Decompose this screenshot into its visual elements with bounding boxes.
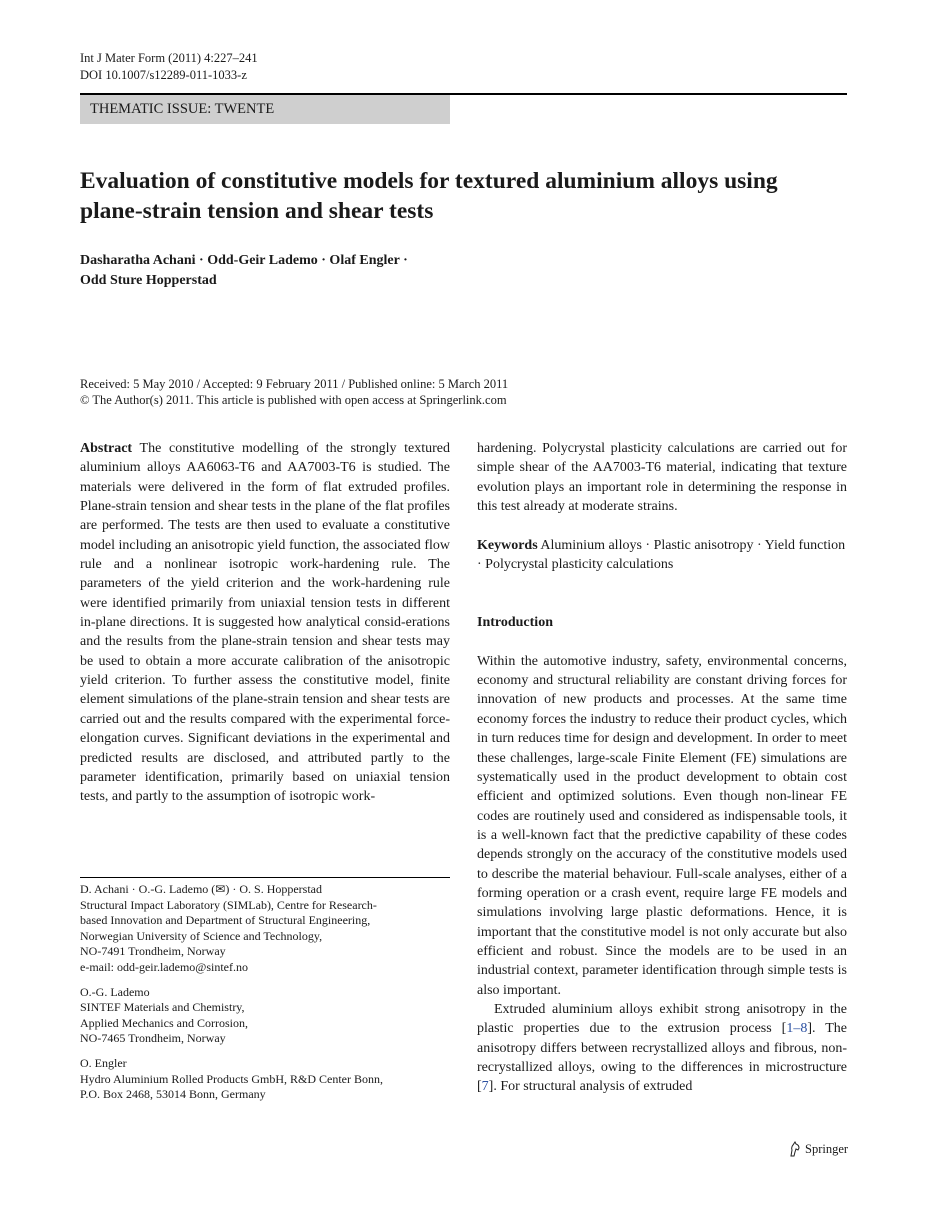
publication-dates bbox=[80, 376, 680, 408]
affiliation-line: SINTEF Materials and Chemistry, bbox=[80, 1000, 245, 1015]
abstract-label: Abstract bbox=[80, 441, 133, 456]
abstract-continuation: hardening. Polycrystal plasticity calculations are carried out for simple shear of the AA7003-T6 material, indicating that texture evolution plays an important role in determining the response in this test already at moderate strains. bbox=[477, 441, 847, 515]
affiliation-line: Structural Impact Laboratory (SIMLab), Centre for Research- bbox=[80, 897, 377, 912]
publisher-name: Springer bbox=[805, 1142, 849, 1156]
spacer bbox=[477, 516, 847, 535]
author-list bbox=[80, 251, 480, 291]
article-title: Evaluation of constitutive models for textured aluminium alloys using plane-strain tension and shear tests bbox=[80, 168, 778, 224]
affiliation-2 bbox=[80, 985, 450, 1047]
abstract-text: The constitutive modelling of the strongly textured aluminium alloys AA6063-T6 and AA7003-T6 is studied. The materials were delivered in the form of flat extruded profiles. Plane-strain tension and shear tests in the plane of the flat profiles are performed. The tests are then used to evaluate a constitutive model including an anisotropic yield function, the associated flow rule and a nonlinear isotropic work-hardening rule. The parameters of the yield criterion and the work-hardening rule were identified primarily from uniaxial tension tests in different in-plane directions. It is suggested how analytical consid-erations and the results from the plane-strain tension and shear tests may be used to obtain a more accurate calibration of the anisotropic yield criterion. To further assess the constitutive model, finite element simulations of the plane-strain tension and shear tests are carried out and the results compared with the experimental force-elongation curves. Significant deviations in the experimental and predicted results are disclosed, and attributed partly to the parameter identification, primarily based on uniaxial tension tests, and partly to the assumption of isotropic work- bbox=[80, 441, 451, 805]
abstract bbox=[80, 439, 450, 807]
affiliation-line: NO-7465 Trondheim, Norway bbox=[80, 1031, 226, 1046]
left-column bbox=[80, 439, 450, 807]
section-heading-introduction: Introduction bbox=[477, 615, 553, 631]
affiliation-3 bbox=[80, 1056, 450, 1103]
history-dates: Received: 5 May 2010 / Accepted: 9 February 2011 / Published online: 5 March 2011 bbox=[80, 377, 509, 391]
publisher-logo bbox=[788, 1141, 848, 1157]
affiliation-1-names-end: ) · O. S. Hopperstad bbox=[225, 882, 323, 896]
affiliation-line: Applied Mechanics and Corrosion, bbox=[80, 1015, 248, 1030]
envelope-icon: ✉ bbox=[215, 882, 226, 896]
authors-line-2: Odd Sture Hopperstad bbox=[80, 273, 217, 288]
affiliation-rule bbox=[80, 877, 450, 878]
authors-line-1: Dasharatha Achani · Odd-Geir Lademo · Olaf Engler · bbox=[80, 253, 408, 268]
spacer bbox=[477, 574, 847, 613]
keywords-text: Aluminium alloys · Plastic anisotropy · Yield function · Polycrystal plasticity calculations bbox=[477, 537, 846, 573]
affiliation-1-names: D. Achani · O.-G. Lademo ( bbox=[80, 882, 216, 896]
paragraph-text: Extruded aluminium alloys exhibit strong anisotropy in the plastic properties due to the extrusion process [ bbox=[477, 1001, 847, 1037]
citation-link[interactable]: 1–8 bbox=[786, 1021, 808, 1037]
affiliation-line: NO-7491 Trondheim, Norway bbox=[80, 944, 226, 959]
copyright-notice: © The Author(s) 2011. This article is published with open access at Springerlink.com bbox=[80, 393, 507, 407]
right-column bbox=[477, 439, 847, 1097]
paragraph-text: ]. The anisotropy differs between recrystallized alloys and fibrous, non-recrystallized alloys, owing to the differences in microstructure [ bbox=[477, 1021, 847, 1095]
affiliation-line: O.-G. Lademo bbox=[80, 984, 150, 999]
affiliation-1 bbox=[80, 882, 450, 976]
doi: DOI 10.1007/s12289-011-1033-z bbox=[80, 68, 247, 82]
affiliation-line: based Innovation and Department of Structural Engineering, bbox=[80, 913, 371, 928]
affiliation-line: P.O. Box 2468, 53014 Bonn, Germany bbox=[80, 1087, 266, 1102]
journal-citation bbox=[80, 50, 258, 84]
affiliation-email[interactable]: e-mail: odd-geir.lademo@sintef.no bbox=[80, 959, 249, 974]
springer-horse-icon bbox=[788, 1141, 802, 1157]
intro-paragraph-2 bbox=[477, 1000, 847, 1097]
paragraph-text: ]. For structural analysis of extruded bbox=[488, 1079, 693, 1095]
affiliation-line: Norwegian University of Science and Technology, bbox=[80, 928, 323, 943]
keywords-label: Keywords bbox=[477, 537, 538, 553]
keywords bbox=[477, 536, 847, 575]
citation-link[interactable]: 7 bbox=[481, 1079, 489, 1095]
journal-reference: Int J Mater Form (2011) 4:227–241 bbox=[80, 51, 258, 65]
affiliation-line: Hydro Aluminium Rolled Products GmbH, R&D Center Bonn, bbox=[80, 1071, 383, 1086]
affiliations bbox=[80, 882, 450, 1112]
spacer bbox=[477, 632, 847, 651]
thematic-banner: THEMATIC ISSUE: TWENTE bbox=[80, 95, 450, 124]
affiliation-line: O. Engler bbox=[80, 1055, 127, 1070]
intro-paragraph-1: Within the automotive industry, safety, environmental concerns, economy and structural reliability are constant driving forces for innovation of new products and processes. At the same time economy forces the industry to reduce their product cycles, which in turn reduces time for design and development. In order to meet these challenges, large-scale Finite Element (FE) simulations are systematically used in the product development to obtain cost efficient and optimized solutions. Even though non-linear FE codes are routinely used and considered as indispensable tools, it is a well-known fact that the predictive capability of these codes depends strongly on the accuracy of the constitutive models used to describe the material behaviour. Full-scale analyses, either of a forming operation or a crash event, require large FE models and simulations involving large plastic deformations. Hence, it is important that the constitutive model is not only accurate but also efficient and robust. Since the models are to be used in an industrial context, parameter identification through simple tests is also important. bbox=[477, 653, 847, 998]
